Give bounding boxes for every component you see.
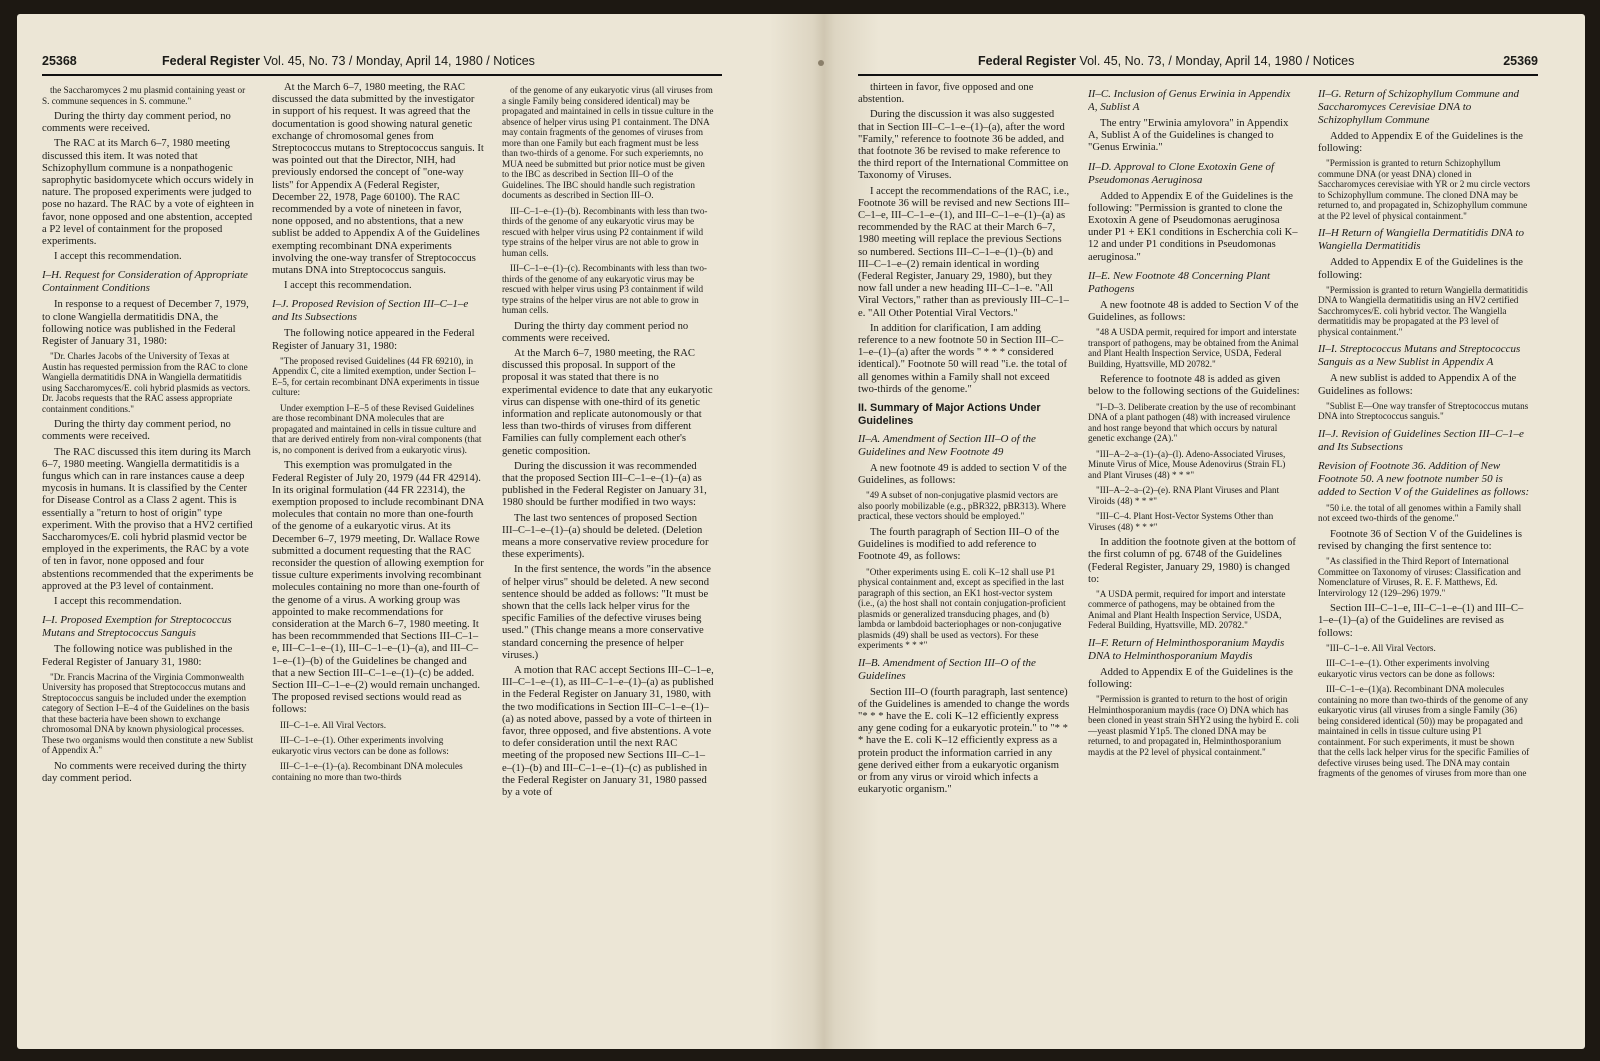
paragraph: During the thirty day comment period, no comments were received. <box>42 419 231 443</box>
paragraph: thirteen in favor, five opposed and one abstention. <box>858 82 1034 106</box>
paragraph: Section III–C–1–e, III–C–1–e–(1) and III–C–1–e–(1)–(a) of the Guidelines are revised as follows: <box>1318 603 1524 639</box>
paragraph: A motion that RAC accept Sections III–C–1–e, III–C–1–e–(1), as III–C–1–e–(1)–(a) as published in the Federal Register on January 31, 1980, with the two modifications in Section III–C–1–e–(1)–(a) as noted above, passed by a vote of thirteen in favor, three opposed, and five abstentions. A vote to defer consideration until the next RAC meeting of the proposed new Sections III–C–1–e–(1)–(b) and III–C–1–e–(1)–(c) as published in the Federal Register on January 31, 1980 passed by a vote of <box>502 664 714 799</box>
text-column <box>1318 82 1530 982</box>
text-column <box>858 82 1070 982</box>
paragraph: A new sublist is added to Appendix A of the Guidelines as follows: <box>1318 373 1517 397</box>
text-column <box>502 82 714 982</box>
quoted-text: "III–C–4. Plant Host-Vector Systems Other than Viruses (48) * * *" <box>1088 511 1274 532</box>
quoted-text: "Sublist E—One way transfer of Streptococcus mutans DNA into Streptococcus sanguis." <box>1318 400 1529 422</box>
quoted-text: "As classified in the Third Report of International Committee on Taxonomy of viruses: Classification and Nomenclature of Viruses, R. E. F. Matthews, Ed. Intervirology 12 (129–296) 1979." <box>1318 556 1521 598</box>
section-heading: Revision of Footnote 36. Addition of New Footnote 50. A new footnote number 50 is added to Section V of the Guidelines as follows: <box>1318 459 1530 498</box>
paragraph: I accept this recommendation. <box>284 280 412 292</box>
right-page-number: 25369 <box>1503 54 1538 68</box>
issue-info: Vol. 45, No. 73 / Monday, April 14, 1980 / Notices <box>259 54 535 68</box>
quoted-text: "Permission is granted to return to the host of origin Helminthosporanium maydis (race O) DNA which has been cloned in yeast strain SHY2 using the hybird E. coli—yeast plasmid Y1p5. The cloned DNA may be returned, to and propagated in, Helminthosporanium maydis at the P2 level of physical containment." <box>1088 694 1300 757</box>
section-heading: II–C. Inclusion of Genus Erwinia in Appendix A, Sublist A <box>1088 88 1291 113</box>
quoted-text: "50 i.e. the total of all genomes within a Family shall not exceed two-thirds of the genome." <box>1318 502 1522 524</box>
paragraph: The last two sentences of proposed Section III–C–1–e–(1)–(a) should be deleted. (Deletion means a more conservative review procedure for these experiments). <box>502 512 709 561</box>
quoted-text: "III–C–1–e. All Viral Vectors. <box>1326 642 1436 653</box>
right-page-header <box>858 52 1538 76</box>
paragraph: I accept the recommendations of the RAC, i.e., Footnote 36 will be revised and new Sections III–C–1–e, III–C–1–e–(1), and III–C–1–e–(1)–(a) as recommended by the RAC at their March 6–7, 1980 meeting will replace the previous Sections so numbered. Sections III–C–1–e–(1)–(b) and III–C–1–e–(2) remain identical in wording (Federal Register, January 29, 1980), but they now fall under a new heading III–C–1–e. "All Viral Vectors," rather than as previously III–C–1–e. "All Other Potential Viral Vectors." <box>858 185 1070 319</box>
paragraph: Added to Appendix E of the Guidelines is the following: <box>1088 666 1294 691</box>
section-heading: I–J. Proposed Revision of Section III–C–1–e and Its Subsections <box>272 298 469 324</box>
section-heading: II–F. Return of Helminthosporanium Maydis DNA to Helminthosporanium Maydis <box>1088 636 1285 662</box>
quoted-text: III–C–1–e. All Viral Vectors. <box>280 719 387 730</box>
paragraph: This exemption was promulgated in the Federal Register of July 20, 1979 (44 FR 42914). In its original formulation (44 FR 22314), the exemption proposed to include recombinant DNA molecules that contain no more than one-fourth of the genome of a eukaryotic virus. At its December 6–7, 1979 meeting, Dr. Wallace Rowe submitted a document requesting that the RAC reconsider the question of allowing exemption for tissue culture experiments involving recombinant molecules containing no more than one-fourth of the genome of a virus. A working group was appointed to make recommendations for consideration at the March 6–7, 1980 meeting. It has been recommmended that Sections III–C–1–e, III–C–1–e–(1), III–C–1–e–(1)–(a), and III–C–1–e–(1)–(b) of the Guidelines be changed and that a new Section III–C–1–e–(1)–(c) be added. Section III–C–1–e–(2) would remain unchanged. The proposed revised sections would read as follows: <box>272 460 484 716</box>
hole-punch-mark <box>818 60 824 66</box>
paragraph: During the discussion it was also suggested that in Section III–C–1–e–(1)–(a), after the word "Family," reference to footnote 36 be added, and that footnote 36 be revised to make reference to the third report of the International Committee on Taxonomy of Viruses. <box>858 109 1069 182</box>
quoted-text: III–C–1–e–(1). Other experiments involving eukaryotic virus vectors can be done as follows: <box>272 735 449 756</box>
section-heading: II–E. New Footnote 48 Concerning Plant Pathogens <box>1088 269 1271 295</box>
paragraph: Added to Appendix E of the Guidelines is the following: "Permission is granted to clone the Exotoxin A gene of Pseudomonas aeruginosa under P1 + EK1 conditions in Escherchia coli K–12 and under P1 conditions in Pseudomonas aeruginosa." <box>1088 190 1298 263</box>
paragraph: A new footnote 48 is added to Section V of the Guidelines, as follows: <box>1088 299 1299 324</box>
issue-info: Vol. 45, No. 73, / Monday, April 14, 1980 / Notices <box>1075 54 1355 68</box>
paragraph: In the first sentence, the words "in the absence of helper virus" should be deleted. A new second sentence should be added as follows: "It must be shown that the cells lack helper virus for the specific Families of the defective viruses being used." (This change means a more conservative standard concerning the presence of helper viruses.) <box>502 564 712 661</box>
paragraph: In addition for clarification, I am adding reference to a new footnote 50 in Section III–C–1–e–(1)–(a) after the words " * * * considered identical)." Footnote 50 will read "i.e. the total of all genomes within a Family shall not exceed two-thirds of the genome." <box>858 322 1067 395</box>
text-column <box>272 82 484 982</box>
section-heading: II–D. Approval to Clone Exotoxin Gene of Pseudomonas Aeruginosa <box>1088 160 1275 186</box>
section-heading: II–H Return of Wangiella Dermatitidis DNA to Wangiella Dermatitidis <box>1318 227 1524 253</box>
right-page <box>858 52 1538 796</box>
section-heading: II–G. Return of Schizophyllum Commune and Saccharomyces Cerevisiae DNA to Schizophyllum Commune <box>1318 88 1520 126</box>
quoted-text: "Permission is granted to return Schizophyllum commune DNA (or yeast DNA) cloned in Saccharomyces cerevisiae with YR or 2 mu circle vectors to Schizophyllum commune. The cloned DNA may be returned to, and propagated in, Schizophyllum commune at the P2 level of physical containment." <box>1318 158 1530 221</box>
paragraph: Reference to footnote 48 is added as given below to the following sections of the Guidelines: <box>1088 374 1300 398</box>
paragraph: A new footnote 49 is added to section V of the Guidelines, as follows: <box>858 463 1067 487</box>
paragraph: I accept this recommendation. <box>54 596 182 608</box>
text-column <box>42 82 254 982</box>
section-heading: II–A. Amendment of Section III–O of the Guidelines and New Footnote 49 <box>858 433 1036 459</box>
quoted-text: "49 A subset of non-conjugative plasmid vectors are also poorly mobilizable (e.g., pBR322, pBR313). Where practical, these vectors should be employed." <box>858 490 1066 522</box>
paragraph: During the thirty day comment period no comments were received. <box>502 320 689 344</box>
left-page <box>42 52 722 799</box>
quoted-text: "Other experiments using E. coli K–12 shall use P1 physical containment and, except as specified in the last paragraph of this section, an EK1 host-vector system (i.e., (a) the host shall not contain conjugation-proficient plasmids or generalized transducing phages, and (b) lambda or lambdoid bacteriophages or non-conjugative plasmids (49) shall be used as vectors). For these experiments * * *" <box>858 566 1066 651</box>
quoted-text: III–C–1–e–(1)–(c). Recombinants with less than two-thirds of the genome of any eukaryotic virus may be rescued with helper virus using P3 containment if wild type strains of the helper virus are not able to grow in human cells. <box>502 263 707 315</box>
section-heading: I–I. Proposed Exemption for Streptococcus Mutans and Streptococcus Sanguis <box>42 614 232 640</box>
left-page-number: 25368 <box>42 54 77 68</box>
publication-name: Federal Register <box>162 54 260 68</box>
section-heading: I–H. Request for Consideration of Appropriate Containment Conditions <box>42 269 248 295</box>
section-heading: II–I. Streptococcus Mutans and Streptococcus Sanguis as a New Sublist in Appendix A <box>1318 343 1521 369</box>
quoted-text: Under exemption I–E–5 of these Revised Guidelines are those recombinant DNA molecules that are propagated and maintained in cells in tissue culture and that are derived entirely from non-viral components (that is, no component is derived from a eukaryotic virus). <box>272 402 482 455</box>
quoted-text: the Saccharomyces 2 mu plasmid containing yeast or S. commune sequences in S. commune." <box>42 85 246 106</box>
quoted-text: III–C–1–e–(1)(a). Recombinant DNA molecules containing no more than two-thirds of the genome of any eukaryotic virus (all viruses from a single Family (36) being considered identical (50)) may be propagated and maintained in cells in tissue culture using P1 containment. For such experiments, it must be shown that the cells lack helper virus for the specific Families of defective viruses being used. The DNA may contain fragments of the genomes of viruses from more than one <box>1318 684 1530 779</box>
quoted-text: "III–A–2–a–(1)–(a)–(l). Adeno-Associated Viruses, Minute Virus of Mice, Mouse Adenovirus (Strain FL) and Plant Viruses (48) * * *" <box>1088 448 1286 480</box>
quoted-text: "Permission is granted to return Wangiella dermatitidis DNA to Wangiella dermatitidis using an HV2 certified Sacchromyces/E. coli hybrid vector. The Wangiella dermatitidis may be propagated at the P3 level of physical containment." <box>1318 284 1528 337</box>
quoted-text: "The proposed revised Guidelines (44 FR 69210), in Appendix C, cite a limited exemption, under Section I–E–5, for certain recombinant DNA experiments in tissue culture: <box>272 355 480 398</box>
right-running-title <box>978 54 1354 68</box>
paragraph: The following notice appeared in the Federal Register of January 31, 1980: <box>272 328 475 352</box>
paragraph: Footnote 36 of Section V of the Guidelines is revised by changing the first sentence to: <box>1318 528 1523 552</box>
paragraph: The entry "Erwinia amylovora" in Appendix A, Sublist A of the Guidelines is changed to "Genus Erwinia." <box>1088 118 1289 154</box>
quoted-text: III–C–1–e–(1)–(b). Recombinants with less than two-thirds of the genome of any eukaryotic virus may be rescued with helper virus using P2 containment if wild type strains of the helper virus are not able to grow in human cells. <box>502 205 708 258</box>
paragraph: At the March 6–7, 1980 meeting, the RAC discussed the data submitted by the investigator in support of his request. It was agreed that the documentation is good showing natural genetic exchange of chromosomal genes from Streptococcus mutans to Streptococcus sanguis. It was pointed out that the Director, NIH, had previously endorsed the concept of "one-way lists" for Appendix A (Federal Register, December 22, 1978, Page 60100). The RAC recommended by a vote of nineteen in favor, none opposed, and no abstentions, that a new sublist be added to Appendix A of the Guidelines exempting recombinant DNA experiments involving the one-way transfer of Streptococcus mutans DNA into Streptococcus sanguis. <box>272 82 484 277</box>
quoted-text: "I–D–3. Deliberate creation by the use of recombinant DNA of a plant pathogen (48) with increased virulence and host range beyond that which occurs by natural genetic exchange (2A)." <box>1088 401 1296 444</box>
quoted-text: III–C–1–e–(1). Other experiments involving eukaryotic virus vectors can be done as follows: <box>1318 658 1495 679</box>
paragraph: Added to Appendix E of the Guidelines is the following: <box>1318 257 1524 281</box>
paragraph: Added to Appendix E of the Guidelines is the following: <box>1318 131 1524 155</box>
quoted-text: of the genome of any eukaryotic virus (all viruses from a single Family being considered identical) may be propagated and maintained in cells in tissue culture in the absence of helper virus using P1 containment. The DNA may contain fragments of the genomes of viruses from more than one Family but each fragment must be less than two-thirds of a genome. For such experiemnts, no MUA need be submitted but prior notice must be given to the IBC as described in Section III–O of the Guidelines. The IBC should handle such registration documents as described in Section III–O. <box>502 85 714 200</box>
quoted-text: "A USDA permit, required for import and interstate commerce of pathogens, may be obtained from the Animal and Plant Health Inspection Service, USDA, Federal Building, Hyattsville, MD. 20782." <box>1088 588 1286 631</box>
major-heading: II. Summary of Major Actions Under Guidelines <box>858 402 1041 427</box>
paragraph: I accept this recommendation. <box>54 251 182 263</box>
paragraph: The following notice was published in the Federal Register of January 31, 1980: <box>42 644 233 668</box>
section-heading: II–J. Revision of Guidelines Section III–C–1–e and Its Subsections <box>1318 427 1524 453</box>
paragraph: Section III–O (fourth paragraph, last sentence) of the Guidelines is amended to change the words "* * * have the E. coli K–12 efficiently express any gene coding for a eukaryotic protein." to "* * * have the E. coli K–12 efficiently express as a protein product the information carried in any gene derived either from a eukaryotic organism or from any virus or viroid which infects a eukaryotic organism." <box>858 686 1070 796</box>
paragraph: During the discussion it was recommended that the proposed Section III–C–1–e–(1)–(a) as published in the Federal Register on January 31, 1980 should be further modified in two ways: <box>502 460 707 509</box>
paragraph: The fourth paragraph of Section III–O of the Guidelines is modified to add reference to Footnote 49, as follows: <box>858 526 1060 563</box>
paragraph: The RAC discussed this item during its March 6–7, 1980 meeting. Wangiella dermatitidis is a fungus which can in rare instances cause a deep mycosis in humans. It is classified by the Center for Disease Control as a Class 2 agent. This is essentially a "return to host of origin" type experiment. With the proviso that a HV2 certified Saccharomyces/E. coli hybrid plasmid vector be employed in the experiments, the RAC by a vote of ten in favor, none opposed and four abstentions recommended that the experiments be approved at the P3 level of containment. <box>42 446 254 592</box>
paragraph: In addition the footnote given at the bottom of the first column of pg. 6748 of the Guidelines (Federal Register, January 29, 1980) is changed to: <box>1088 537 1296 585</box>
quoted-text: III–C–1–e–(1)–(a). Recombinant DNA molecules containing no more than two-thirds <box>272 761 463 782</box>
left-page-header <box>42 52 722 76</box>
text-column <box>1088 82 1300 982</box>
paragraph: At the March 6–7, 1980 meeting, the RAC discussed this proposal. In support of the proposal it was stated that there is no experimental evidence to date that any eukaryotic virus can dispense with one-third of its genetic information and replicate autonomously or that less than two-thirds of viruses from different Families can fully complement each other's genetic composition. <box>502 347 713 457</box>
section-heading: II–B. Amendment of Section III–O of the Guidelines <box>858 656 1036 682</box>
quoted-text: "III–A–2–a–(2)–(e). RNA Plant Viruses and Plant Viroids (48) * * *" <box>1088 485 1280 506</box>
quoted-text: "Dr. Charles Jacobs of the University of Texas at Austin has requested permission from the RAC to clone Wangiella dermatitidis DNA in Wangiella dermatitidis using Saccharomyces/E. coli hybrid plasmids as vectors. Dr. Jacobs requests that the RAC assess appropriate containment conditions." <box>42 351 251 414</box>
paragraph: No comments were received during the thirty day comment period. <box>42 760 247 784</box>
paragraph: In response to a request of December 7, 1979, to clone Wangiella dermatitidis DNA, the following notice was published in the Federal Register of January 31, 1980: <box>42 299 249 348</box>
left-running-title <box>162 54 535 68</box>
paragraph: The RAC at its March 6–7, 1980 meeting discussed this item. It was noted that Schizophyllum commune is a nonpathogenic saprophytic basidomycete which occurs widely in nature. The proposed experiments were judged to pose no hazard. The RAC by a vote of eighteen in favor, none opposed and one abstention, accepted a P2 level of containment for the proposed experiments. <box>42 138 254 248</box>
quoted-text: "Dr. Francis Macrina of the Virginia Commonwealth University has proposed that Streptococcus mutans and Streptococcus sanguis be included under the exemption category of Section I–E–4 of the Guidelines on the basis that these bacteria have been shown to exchange chromosomal DNA by known physiological processes. These two organisms would then constitute a new Sublist of Appendix A." <box>42 671 254 756</box>
publication-name: Federal Register <box>978 54 1076 68</box>
paragraph: During the thirty day comment period, no comments were received. <box>42 111 231 135</box>
quoted-text: "48 A USDA permit, required for import and interstate transport of pathogens, may be obtained from the Animal and Plant Health Inspection Service, USDA, Federal Building, Hyattsville, MD 20782." <box>1088 327 1299 369</box>
